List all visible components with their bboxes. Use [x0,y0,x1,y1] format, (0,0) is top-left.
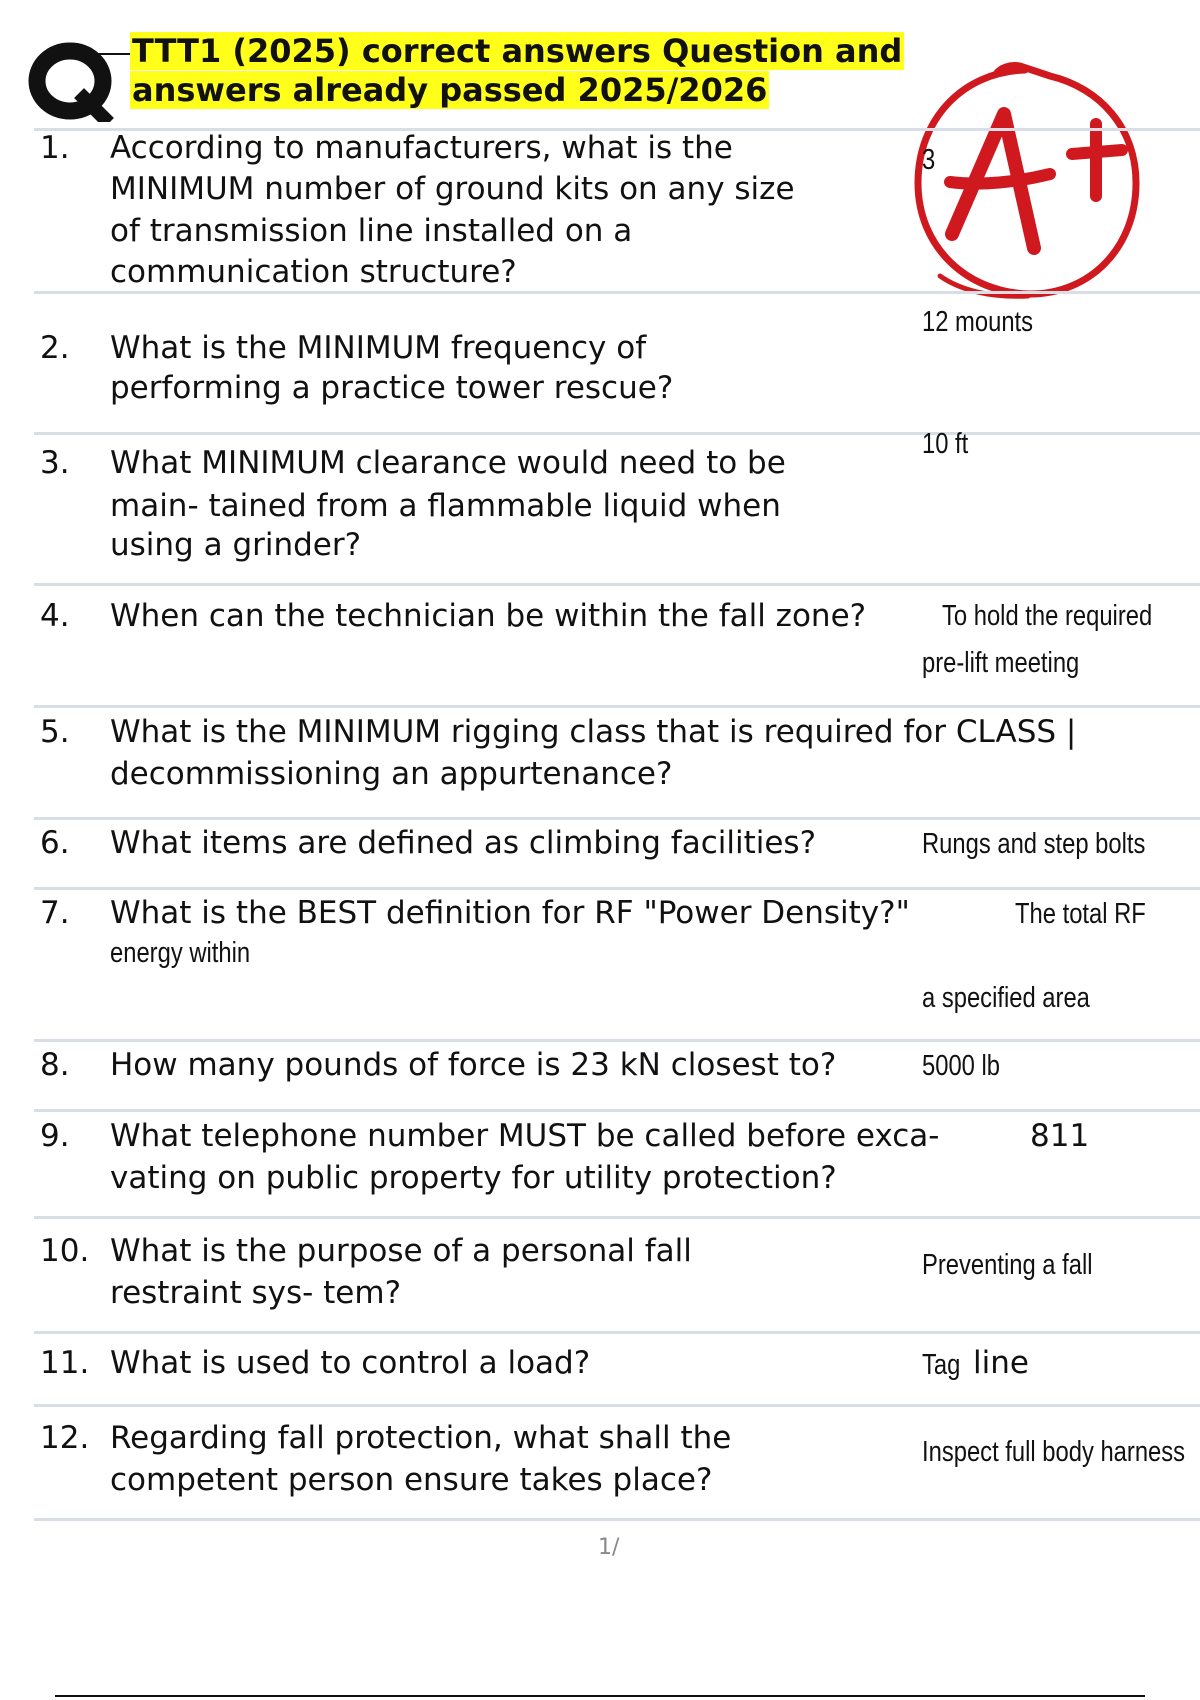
question-text-line: of transmission line installed on a [110,213,633,249]
row-divider [34,887,1200,890]
page-bottom-rule [55,1695,1145,1697]
answer-text: Inspect full body harness [922,1436,1186,1468]
row-divider [34,817,1200,820]
question-text-line: How many pounds of force is 23 kN closest to? [110,1047,837,1083]
answer-text: 3 [922,144,936,176]
question-text-line: What is the purpose of a personal fall [110,1233,692,1269]
question-number: 12. [40,1420,90,1456]
row-divider [34,705,1200,708]
answer-text: a specified area [922,982,1090,1014]
answer-text: 12 mounts [922,306,1034,338]
question-text-line: main- tained from a flammable liquid when [110,488,781,524]
question-text-line: What is the MINIMUM rigging class that is required for CLASS | [110,714,1077,750]
logo-connector-line [96,53,132,55]
question-text-line: When can the technician be within the fall zone? [110,598,867,634]
question-number: 8. [40,1047,70,1083]
page-marker: 1/ [598,1535,620,1560]
question-text-line: performing a practice tower rescue? [110,370,674,406]
row-divider [34,1331,1200,1334]
question-number: 5. [40,714,70,750]
answer-text: 10 ft [922,428,969,460]
answer-text: The total RF [1015,898,1146,930]
answer-text: Tag [922,1349,961,1381]
answer-text: line [973,1345,1029,1381]
grade-a-plus-stamp-icon [900,58,1150,308]
question-text-line: Regarding fall protection, what shall the [110,1420,732,1456]
question-text-line: competent person ensure takes place? [110,1462,713,1498]
answer-text: Rungs and step bolts [922,828,1146,860]
row-divider [34,1109,1200,1112]
question-text-line: What MINIMUM clearance would need to be [110,445,786,481]
question-number: 6. [40,825,70,861]
question-number: 9. [40,1118,70,1154]
question-number: 11. [40,1345,90,1381]
document-title [130,32,920,110]
question-text-line: What is the BEST definition for RF "Power Density?" [110,895,910,931]
row-divider [34,432,1200,435]
question-text-line: restraint sys- tem? [110,1275,402,1311]
document-title-text: TTT1 (2025) correct answers Question and answers already passed 2025/2026 [132,32,903,109]
row-divider [34,1039,1200,1042]
row-divider [34,1518,1200,1521]
question-number: 4. [40,598,70,634]
question-number: 2. [40,330,70,366]
question-text-line: What is the MINIMUM frequency of [110,330,647,366]
answer-text: energy within [110,937,251,969]
answer-text: pre-lift meeting [922,647,1080,679]
question-text-line: vating on public property for utility protection? [110,1160,837,1196]
answer-text: 811 [1030,1118,1090,1154]
row-divider [34,1216,1200,1219]
question-number: 1. [40,130,70,166]
question-text-line: using a grinder? [110,527,362,563]
question-text-line: What telephone number MUST be called before exca- [110,1118,940,1154]
question-text-line: communication structure? [110,254,517,290]
question-text-line: According to manufacturers, what is the [110,130,733,166]
question-text-line: MINIMUM number of ground kits on any size [110,171,795,207]
answer-text: 5000 lb [922,1050,1001,1082]
answer-text: Preventing a fall [922,1249,1093,1281]
question-text-line: decommissioning an appurtenance? [110,756,673,792]
question-text-line: What is used to control a load? [110,1345,591,1381]
question-text-line: What items are defined as climbing facilities? [110,825,817,861]
row-divider [34,583,1200,586]
question-number: 7. [40,895,70,931]
question-number: 10. [40,1233,90,1269]
question-number: 3. [40,445,70,481]
row-divider [34,1404,1200,1407]
answer-text: To hold the required [942,600,1153,632]
